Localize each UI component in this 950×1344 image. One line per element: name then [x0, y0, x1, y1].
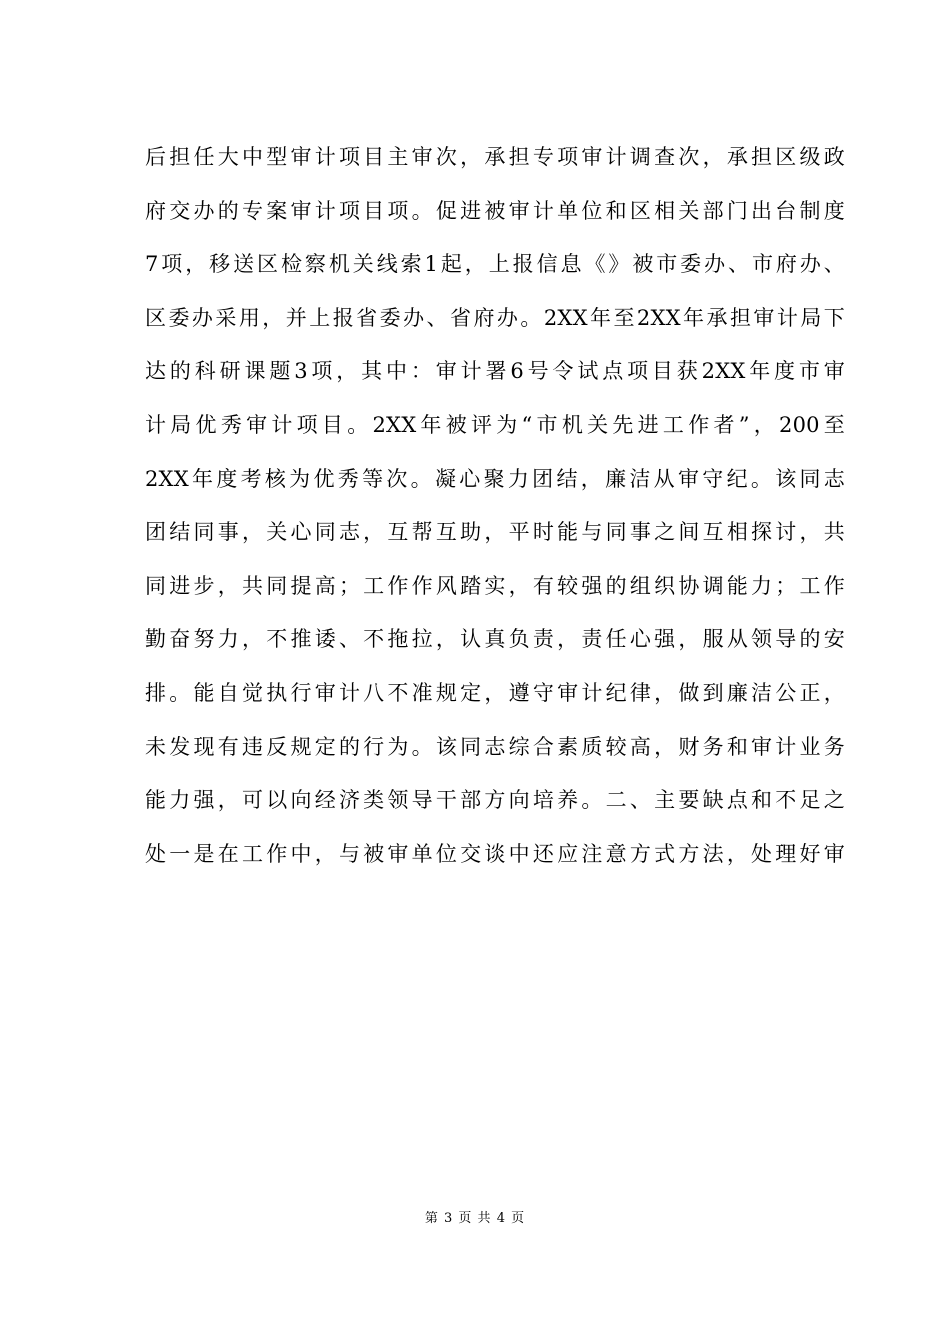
body-text-line: 团结同事，关心同志，互帮互助，平时能与同事之间互相探讨，共 [145, 520, 845, 545]
document-body [145, 131, 845, 881]
body-text-line: 计局优秀审计项目。2XX年被评为“市机关先进工作者”，200至 [145, 412, 845, 437]
body-text-line: 7项，移送区检察机关线索1起，上报信息《》被市委办、市府办、 [145, 252, 845, 277]
body-text-line: 能力强，可以向经济类领导干部方向培养。二、主要缺点和不足之 [145, 788, 845, 813]
body-text-line: 达的科研课题3项，其中：审计署6号令试点项目获2XX年度市审 [145, 359, 845, 384]
body-text-line: 处一是在工作中，与被审单位交谈中还应注意方式方法，处理好审 [145, 841, 845, 866]
body-text-line: 后担任大中型审计项目主审次，承担专项审计调查次，承担区级政 [145, 145, 845, 169]
body-text-line: 排。能自觉执行审计八不准规定，遵守审计纪律，做到廉洁公正， [145, 680, 845, 705]
body-text-line: 勤奋努力，不推诿、不拖拉，认真负责，责任心强，服从领导的安 [145, 627, 845, 652]
body-text-line: 未发现有违反规定的行为。该同志综合素质较高，财务和审计业务 [145, 734, 845, 759]
body-text-line: 区委办采用，并上报省委办、省府办。2XX年至2XX年承担审计局下 [145, 305, 845, 330]
body-text-line: 同进步，共同提高；工作作风踏实，有较强的组织协调能力；工作 [145, 573, 845, 598]
body-text-line: 府交办的专案审计项目项。促进被审计单位和区相关部门出台制度 [145, 198, 845, 223]
page-number-footer: 第 3 页 共 4 页 [424, 1211, 526, 1226]
body-text-line: 2XX年度考核为优秀等次。凝心聚力团结，廉洁从审守纪。该同志 [145, 466, 845, 491]
